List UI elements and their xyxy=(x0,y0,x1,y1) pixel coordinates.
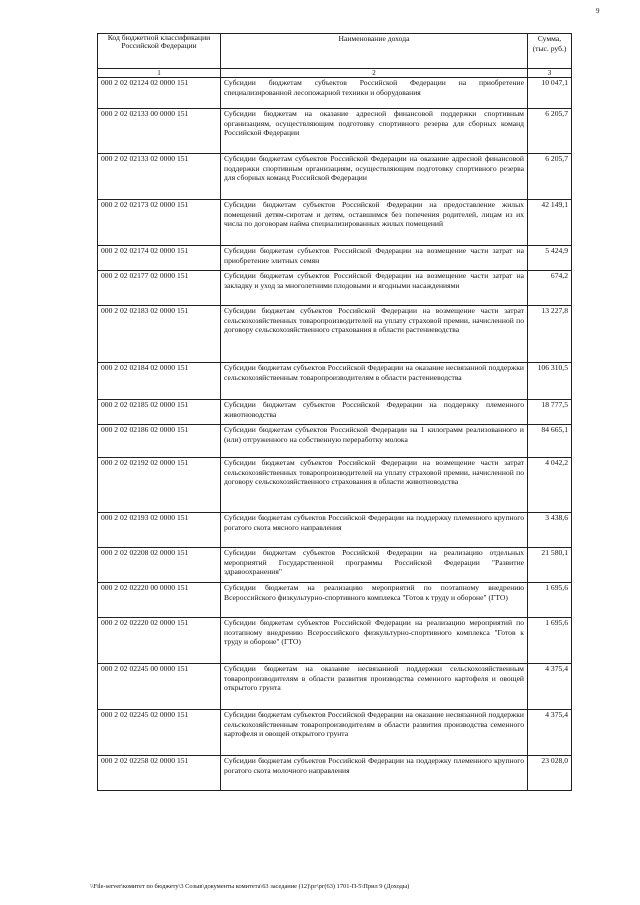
row-name: Субсидии бюджетам на оказание адресной финансовой поддержки спортивным организациям, осуществляющим подготовку спортивного резерва для сборных команд Российской Федерации xyxy=(221,109,528,154)
table-row xyxy=(98,756,572,791)
row-code: 000 2 02 02245 00 0000 151 xyxy=(98,664,221,710)
row-name: Субсидии бюджетам субъектов Российской Федерации на возмещение части затрат сельскохозяйственных товаропроизводителей на уплату страховой премии, начисленной по договору сельскохозяйственного страхования в области растениеводства xyxy=(221,306,528,363)
row-sum: 10 047,1 xyxy=(528,78,572,109)
table-row xyxy=(98,78,572,109)
header-sum: Сумма, (тыс. руб.) xyxy=(528,34,572,69)
row-sum: 4 375,4 xyxy=(528,664,572,710)
row-sum: 674,2 xyxy=(528,271,572,306)
page-number: 9 xyxy=(596,7,600,15)
row-name: Субсидии бюджетам субъектов Российской Федерации на возмещение части затрат на закладку и уход за многолетними плодовыми и ягодными насаждениями xyxy=(221,271,528,306)
column-number: 3 xyxy=(528,69,572,78)
table-row xyxy=(98,664,572,710)
row-name: Субсидии бюджетам субъектов Российской Федерации на реализацию мероприятий по поэтапному внедрению Всероссийского физкультурно-спортивного комплекса "Готов к труду и обороне" (ГТО) xyxy=(221,618,528,664)
row-sum: 84 665,1 xyxy=(528,425,572,458)
table-row xyxy=(98,583,572,618)
row-code: 000 2 02 02220 00 0000 151 xyxy=(98,583,221,618)
table-row xyxy=(98,710,572,756)
table-row xyxy=(98,363,572,400)
row-sum: 23 028,0 xyxy=(528,756,572,791)
table-row xyxy=(98,513,572,548)
column-numbers-row xyxy=(98,69,572,78)
row-code: 000 2 02 02177 02 0000 151 xyxy=(98,271,221,306)
row-name: Субсидии бюджетам субъектов Российской Федерации на приобретение специализированной лесопожарной техники и оборудования xyxy=(221,78,528,109)
row-code: 000 2 02 02185 02 0000 151 xyxy=(98,400,221,425)
row-name: Субсидии бюджетам на оказание несвязанной поддержки сельскохозяйственным товаропроизводителям в области развития производства семенного картофеля и овощей открытого грунта xyxy=(221,664,528,710)
table-row xyxy=(98,548,572,583)
row-sum: 6 205,7 xyxy=(528,154,572,200)
row-name: Субсидии бюджетам субъектов Российской Федерации на поддержку племенного животноводства xyxy=(221,400,528,425)
table-row xyxy=(98,109,572,154)
header-name: Наименование дохода xyxy=(221,34,528,69)
table-row xyxy=(98,458,572,513)
row-code: 000 2 02 02133 00 0000 151 xyxy=(98,109,221,154)
row-name: Субсидии бюджетам субъектов Российской Федерации на поддержку племенного крупного рогатого скота молочного направления xyxy=(221,756,528,791)
table-row xyxy=(98,200,572,246)
row-code: 000 2 02 02192 02 0000 151 xyxy=(98,458,221,513)
revenue-table xyxy=(97,33,572,791)
table-row xyxy=(98,154,572,200)
row-code: 000 2 02 02174 02 0000 151 xyxy=(98,246,221,271)
row-sum: 5 424,9 xyxy=(528,246,572,271)
row-sum: 6 205,7 xyxy=(528,109,572,154)
header-code: Код бюджетной классификации Российской Федерации xyxy=(98,34,221,69)
column-number: 2 xyxy=(221,69,528,78)
row-code: 000 2 02 02124 02 0000 151 xyxy=(98,78,221,109)
row-sum: 4 375,4 xyxy=(528,710,572,756)
row-sum: 1 695,6 xyxy=(528,583,572,618)
row-name: Субсидии бюджетам субъектов Российской Федерации на предоставление жилых помещений детям-сиротам и детям, оставшимся без попечения родителей, лицам из их числа по договорам найма специализированных жилых помещений xyxy=(221,200,528,246)
table-row xyxy=(98,271,572,306)
row-name: Субсидии бюджетам на реализацию мероприятий по поэтапному внедрению Всероссийского физкультурно-спортивного комплекса "Готов к труду и обороне" (ГТО) xyxy=(221,583,528,618)
row-sum: 18 777,5 xyxy=(528,400,572,425)
table-body xyxy=(98,78,572,791)
row-sum: 13 227,8 xyxy=(528,306,572,363)
row-code: 000 2 02 02186 02 0000 151 xyxy=(98,425,221,458)
row-sum: 106 310,5 xyxy=(528,363,572,400)
row-sum: 21 580,1 xyxy=(528,548,572,583)
row-code: 000 2 02 02184 02 0000 151 xyxy=(98,363,221,400)
table-row xyxy=(98,400,572,425)
row-name: Субсидии бюджетам субъектов Российской Федерации на оказание адресной финансовой поддержки спортивным организациям, осуществляющим подготовку спортивного резерва для сборных команд Российской Федерации xyxy=(221,154,528,200)
row-name: Субсидии бюджетам субъектов Российской Федерации на поддержку племенного крупного рогатого скота мясного направления xyxy=(221,513,528,548)
row-code: 000 2 02 02173 02 0000 151 xyxy=(98,200,221,246)
row-code: 000 2 02 02258 02 0000 151 xyxy=(98,756,221,791)
row-sum: 1 695,6 xyxy=(528,618,572,664)
row-name: Субсидии бюджетам субъектов Российской Федерации на реализацию отдельных мероприятий Государственной программы Российской Федерации "Развитие здравоохранения" xyxy=(221,548,528,583)
row-sum: 4 042,2 xyxy=(528,458,572,513)
table-row xyxy=(98,246,572,271)
row-sum: 42 149,1 xyxy=(528,200,572,246)
row-code: 000 2 02 02220 02 0000 151 xyxy=(98,618,221,664)
table-header-row xyxy=(98,34,572,69)
row-code: 000 2 02 02193 02 0000 151 xyxy=(98,513,221,548)
table-row xyxy=(98,618,572,664)
row-code: 000 2 02 02208 02 0000 151 xyxy=(98,548,221,583)
row-name: Субсидии бюджетам субъектов Российской Федерации на оказание несвязанной поддержки сельскохозяйственным товаропроизводителям в области растениеводства xyxy=(221,363,528,400)
file-path-footer: \\File-server\комитет по бюджету\3 Созыв\документы комитета\63 заседание (12)\рг\рг(63) 1701-П-5\Прил 9 (Доходы) xyxy=(90,883,410,890)
row-name: Субсидии бюджетам субъектов Российской Федерации на оказание несвязанной поддержки сельскохозяйственным товаропроизводителям в области развития производства семенного картофеля и овощей открытого грунта xyxy=(221,710,528,756)
row-name: Субсидии бюджетам субъектов Российской Федерации на возмещение части затрат на приобретение элитных семян xyxy=(221,246,528,271)
table-row xyxy=(98,306,572,363)
row-sum: 3 438,6 xyxy=(528,513,572,548)
column-number: 1 xyxy=(98,69,221,78)
row-code: 000 2 02 02183 02 0000 151 xyxy=(98,306,221,363)
row-code: 000 2 02 02133 02 0000 151 xyxy=(98,154,221,200)
row-code: 000 2 02 02245 02 0000 151 xyxy=(98,710,221,756)
row-name: Субсидии бюджетам субъектов Российской Федерации на 1 килограмм реализованного и (или) отгруженного на собственную переработку молока xyxy=(221,425,528,458)
table-row xyxy=(98,425,572,458)
row-name: Субсидии бюджетам субъектов Российской Федерации на возмещение части затрат сельскохозяйственных товаропроизводителей на уплату страховой премии, начисленной по договору сельскохозяйственного страхования в области животноводства xyxy=(221,458,528,513)
